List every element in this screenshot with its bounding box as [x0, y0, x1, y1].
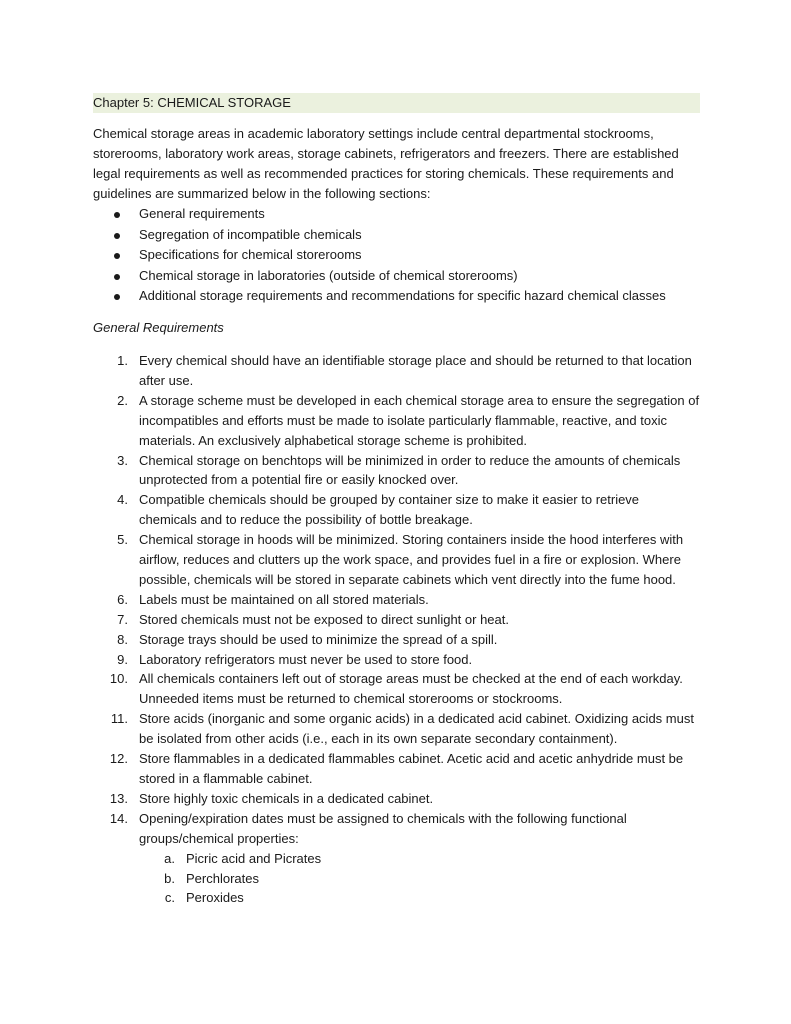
- list-item: 5. Chemical storage in hoods will be minimized. Storing containers inside the hood interferes with airflow, reduces and clutters up the work space, and provides fuel in a fire or explosion. Where possible, chemicals will be stored in separate cabinets which vent directly into the fume hood.: [117, 532, 684, 587]
- list-item: Additional storage requirements and recommendations for specific hazard chemical classes: [93, 286, 700, 307]
- list-item: 4. Compatible chemicals should be grouped by container size to make it easier to retrieve chemicals and to reduce the possibility of bottle breakage.: [117, 492, 640, 528]
- sub-list-item: c. Peroxides: [164, 890, 244, 906]
- list-item: 12. Store flammables in a dedicated flammables cabinet. Acetic acid and acetic anhydride must be stored in a flammable cabinet.: [109, 751, 684, 786]
- bullet-icon: [114, 274, 120, 280]
- chapter-title: Chapter 5: CHEMICAL STORAGE: [93, 93, 700, 113]
- sub-list: [139, 849, 700, 909]
- section-list: [93, 204, 700, 307]
- list-item: 8. Storage trays should be used to minimize the spread of a spill.: [117, 631, 498, 647]
- document-page: [93, 93, 700, 908]
- general-requirements-heading: General Requirements: [93, 319, 224, 335]
- list-item: 9. Laboratory refrigerators must never be used to store food.: [117, 651, 473, 667]
- list-item: Specifications for chemical storerooms: [93, 245, 700, 266]
- list-item: 10. All chemicals containers left out of storage areas must be checked at the end of each workday. Unneeded items must be returned to chemical storerooms or stockrooms.: [109, 671, 683, 707]
- list-item: 1. Every chemical should have an identifiable storage place and should be returned to that location after use.: [117, 352, 692, 388]
- bullet-icon: [114, 294, 120, 300]
- bullet-icon: [114, 212, 120, 218]
- list-item: General requirements: [93, 204, 700, 225]
- sub-list-item: a. Picric acid and Picrates: [164, 850, 322, 866]
- bullet-icon: [114, 253, 120, 259]
- requirements-list: [93, 351, 700, 908]
- list-item: 2. A storage scheme must be developed in each chemical storage area to ensure the segregation of incompatibles and efforts must be made to isolate particularly flammable, reactive, and toxic materials. An exclusively alphabetical storage scheme is prohibited.: [117, 392, 700, 448]
- list-item: 14. Opening/expiration dates must be assigned to chemicals with the following functional groups/chemical properties: a. Picric acid and Picrates b. Perchlorates c. Peroxides: [93, 809, 700, 909]
- sub-list-item: b. Perchlorates: [164, 870, 259, 886]
- list-item: 6. Labels must be maintained on all stored materials.: [117, 591, 429, 607]
- list-item: 7. Stored chemicals must not be exposed to direct sunlight or heat.: [117, 611, 509, 627]
- bullet-icon: [114, 233, 120, 239]
- list-item: Segregation of incompatible chemicals: [93, 225, 700, 246]
- list-item: 13. Store highly toxic chemicals in a dedicated cabinet.: [109, 790, 434, 806]
- list-item: 11. Store acids (inorganic and some organic acids) in a dedicated acid cabinet. Oxidizing acids must be isolated from other acids (i.e., each in its own separate secondary containment).: [110, 711, 694, 747]
- list-item: Chemical storage in laboratories (outside of chemical storerooms): [93, 266, 700, 287]
- intro-paragraph: Chemical storage areas in academic laboratory settings include central departmental stockrooms, storerooms, laboratory work areas, storage cabinets, refrigerators and freezers. There are established legal requirements as well as recommended practices for storing chemicals. These requirements and guidelines are summarized below in the following sections:: [93, 126, 679, 201]
- list-item: 3. Chemical storage on benchtops will be minimized in order to reduce the amounts of chemicals unprotected from a potential fire or easily knocked over.: [117, 452, 681, 488]
